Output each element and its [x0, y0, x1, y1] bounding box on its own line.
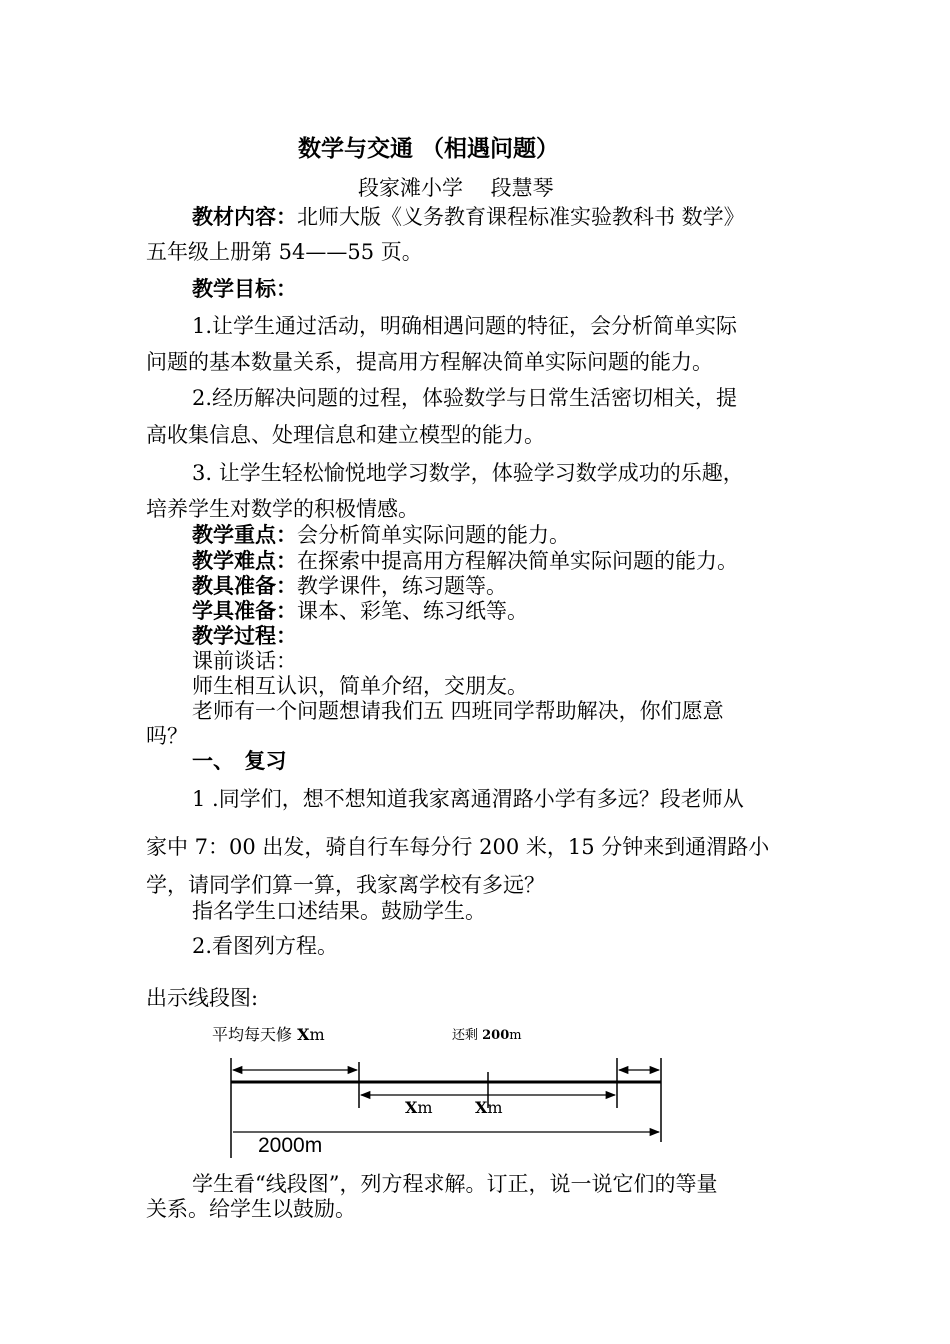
review-2: 2.看图列方程。: [192, 934, 339, 958]
label-total: 2000m: [258, 1134, 323, 1157]
objective-1-line-2: 问题的基本数量关系，提高用方程解决简单实际问题的能力。: [146, 350, 713, 374]
teacher-tools-label: 教具准备：: [192, 573, 297, 598]
objectives-label: 教学目标：: [192, 276, 297, 301]
label-daily-x: X: [297, 1025, 310, 1044]
label-seg-x2-unit: m: [487, 1098, 503, 1117]
key-point-text: 会分析简单实际问题的能力。: [297, 523, 570, 547]
review-1-line-1: 1 .同学们，想不想知道我家离通渭路小学有多远？段老师从: [192, 787, 744, 811]
review-1-line-4: 指名学生口述结果。鼓励学生。: [192, 899, 486, 923]
objective-1-line-1: 1.让学生通过活动，明确相遇问题的特征，会分析简单实际: [192, 314, 738, 338]
process-label: 教学过程：: [192, 623, 297, 648]
pre-talk-1: 师生相互认识，简单介绍，交朋友。: [192, 674, 528, 698]
label-remain-value: 200: [482, 1028, 510, 1043]
difficulty-text: 在探索中提高用方程解决简单实际问题的能力。: [297, 549, 738, 573]
label-seg-x1-x: X: [405, 1098, 418, 1117]
material-line-2: 五年级上册第 54——55 页。: [146, 240, 423, 264]
section-1-heading: 一、 复习: [192, 748, 287, 773]
label-daily-prefix: 平均每天修: [212, 1025, 298, 1044]
diagram-intro: 出示线段图:: [146, 986, 259, 1010]
pre-talk-2-line-1: 老师有一个问题想请我们五 四班同学帮助解决，你们愿意: [192, 699, 724, 723]
objective-3-line-2: 培养学生对数学的积极情感。: [146, 497, 419, 521]
student-tools-text: 课本、彩笔、练习纸等。: [297, 599, 528, 623]
label-seg-x2: [475, 1099, 503, 1117]
label-remain-prefix: 还剩: [452, 1028, 483, 1043]
teacher-tools-text: 教学课件，练习题等。: [297, 574, 507, 598]
material-text: 北师大版《义务教育课程标准实验教科书 数学》: [297, 205, 745, 229]
review-1-line-3: 学，请同学们算一算，我家离学校有多远？: [146, 873, 545, 897]
label-seg-x1: [405, 1099, 433, 1117]
label-remain-unit: m: [509, 1028, 522, 1043]
objective-2-line-1: 2.经历解决问题的过程，体验数学与日常生活密切相关，提: [192, 386, 738, 410]
author-line: 段家滩小学 段慧琴: [358, 176, 554, 200]
student-tools-label: 学具准备：: [192, 598, 297, 623]
difficulty-label: 教学难点：: [192, 548, 297, 573]
page-title: 数学与交通 （相遇问题）: [298, 135, 560, 162]
after-line-1: 学生看“线段图”，列方程求解。订正，说一说它们的等量: [192, 1172, 718, 1196]
pre-talk-label: 课前谈话：: [192, 649, 297, 673]
material-label: 教材内容：: [192, 204, 297, 229]
review-1-line-2: 家中 7：00 出发，骑自行车每分行 200 米，15 分钟来到通渭路小: [146, 835, 770, 859]
objective-2-line-2: 高收集信息、处理信息和建立模型的能力。: [146, 423, 545, 447]
label-daily-unit: m: [309, 1025, 325, 1044]
label-seg-x1-unit: m: [417, 1098, 433, 1117]
pre-talk-2-line-2: 吗？: [146, 724, 188, 748]
label-seg-x2-x: X: [475, 1098, 488, 1117]
key-point-label: 教学重点：: [192, 522, 297, 547]
after-line-2: 关系。给学生以鼓励。: [146, 1197, 356, 1221]
objective-3-line-1: 3. 让学生轻松愉悦地学习数学，体验学习数学成功的乐趣，: [192, 461, 744, 485]
